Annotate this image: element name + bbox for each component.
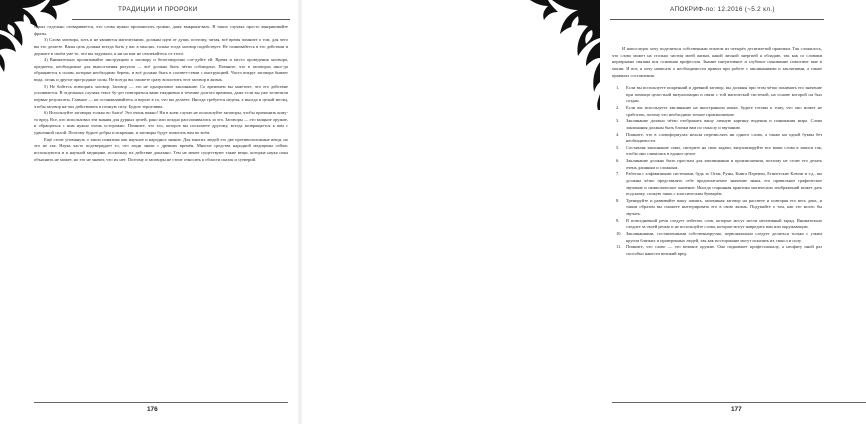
rule-number: 5. (616, 144, 620, 150)
rule-item (612, 218, 822, 231)
rule-text: Заклинание должно чётко отображать вашу личную картину видения и понимания мира. Слова заклинания должны быть близки вам по смыслу и звучанию. (626, 118, 822, 130)
left-paragraph: торых отдельно оговаривается, что слова нужно произносить громко, даже выкрики-вать. В таких случаях просто выкрикивайте фразы. (34, 24, 288, 36)
rule-number: 8. (616, 197, 620, 203)
rule-text: Тренируйте и развивайте вашу память, запоминая заговор на рассвете и повторяя его весь день, и таким образом вы сможете интегрировать его в свою жизнь. Подумайте о том, как это могло бы звучать. (626, 197, 822, 216)
rule-item (612, 145, 822, 158)
rule-text: В повседневной речи следует избегать слов, которые могут нести негативный заряд. Внимательно следите за своей речью и не используйте слова, которые могут навредить вам или окружающим. (626, 217, 822, 230)
rule-number: 7. (616, 171, 620, 177)
left-page (0, 0, 300, 424)
left-paragraph: 3) Слова заговора, хоть и не являются магическими, должны идти от души, поэтому, читая, всё время помните о том, для чего вы это делаете. Ваша цель должна всегда быть у вас в мыслях, только тогда заговор подействует. Не сомневайтесь в его действии и держите в своём уме то, что вы задумали, и ни на миг не отвлекайтесь от этого. (34, 37, 288, 56)
rule-number: 2. (616, 105, 620, 110)
ornament-top-right (522, 0, 600, 110)
left-paragraph: Ещё стоит упомянуть о таких понятиях как научное и народное знание. Для многих людей это две противоположные вещи, но это не так. Наука часто подтверждает то, что люди знали с древних времён. Многие средства народной медицины сейчас используются и в научной медицине, поскольку их действие доказано. Тем не менее существуют такие вещи, которые наука пока объяснить не может, но это не значит, что их нет. Поэтому и заговоры не стоит относить к области сказок и суеверий. (34, 136, 288, 162)
rule-item (612, 231, 822, 244)
rule-text: Помните, что в словоформулах нельзя перечислять ни одного слова, а также ни одной буквы без необходимости. (626, 131, 822, 144)
rules-list (612, 85, 822, 257)
rule-text: Работая с алфавитными системами, будь то Огам, Руны, Книга Перемен, Египетские Ключи и т.д., вы должны чётко представлять себе предполагаемое значение знака, его правильное графическое звучание и символическое значение. Иногда старинная практика магических изображений может дать подсказку, схожую лишь с классическим букварём. (626, 171, 822, 197)
rule-item (612, 171, 822, 198)
rule-text: Составляя заклинание сами, смотрите на свои задачи, визуализируйте все ваши слова в записи так, чтобы они сливались в единое целое. (626, 144, 822, 157)
rule-item (612, 105, 822, 118)
rule-item (612, 132, 822, 145)
footer-rule-left (34, 402, 288, 403)
rule-number: 1. (616, 85, 620, 91)
rule-text: Заклинаниями, составленными собственноручно, первоначально следует делиться только с узким кругом близких и проверенных людей, так как посторонние могут исказить их смысл и силу. (626, 230, 822, 243)
rule-number: 3. (616, 118, 620, 124)
rule-text: Помните, что слово — это великое оружие. Оно поднимает профессионалу, а неофиту иной раз способно нанести великий вред. (626, 244, 822, 256)
rule-item (612, 244, 822, 257)
header-rule-right (610, 19, 824, 20)
rule-text: Заклинание должно быть простым для запоминания и произношения, поэтому не стоит его делать очень длинным и сложным. (626, 158, 822, 170)
footer-rule-right (612, 402, 866, 403)
rule-item (612, 118, 822, 131)
rule-number: 9. (616, 217, 620, 223)
rule-item (612, 158, 822, 171)
header-rule-left (72, 19, 290, 20)
rule-text: Если вы используете заклинание на иностранном языке, будьте готовы к тому, что оно может не сработать, потому что необходимо точное произношение. (626, 105, 822, 117)
rule-number: 4. (616, 131, 620, 137)
right-page-body (612, 46, 822, 257)
running-header-left: ТРАДИЦИИ И ПРОРОКИ (118, 6, 198, 13)
rule-item (612, 85, 822, 105)
right-intro-paragraph: И напоследок хочу поделиться собственным опытом из четырёх десятилетий практики. Так сложилось, что слово может на столько частиц моей жизни, какой личной энергией я обладаю, так как со словами неразрывно связана вся основная профессия. Знание интуитивное и глубокое понимание помогают мне в магии. И вот, я хочу написать о необходимости правил при работе с заклинаниями и заклятиями, а также правилах составления. (612, 46, 822, 78)
left-paragraph: 5) Не бойтесь повторять заговор. Заговор — это не одноразовое заклинание. Со временем вы заметите, что его действие усиливается. В отдельных случаях текст бу-дет повторяться вами ежедневно в течение долгого времени, даже если вы уже за-метили первые результаты. Главное — не останавливайтесь и верьте в то, что вы делаете. Иногда требуется неделя, а иногда и целый месяц, чтобы заговор на-чал действовать в полную силу. Будьте терпеливы. (34, 83, 288, 109)
page-number-left: 176 (147, 406, 158, 413)
left-page-body (34, 24, 288, 163)
left-paragraph: 6) Используйте заговоры только во благо! Это очень важно! Ни в коем случае не используйте заговоры, чтобы причинить кому-то вред. Все, кто использовал эти знания для дурных целей, рано или поздно расплачивались за это. Заговоры — это мощное оружие, и обращаться с ним нужно очень осторожно. Помните, что зло, которое вы посылаете другому, всегда возвращается к вам с удвоенной силой. Поэтому будьте добры и искренни, и заговоры будут помогать вам во всём. (34, 110, 288, 135)
rule-number: 6. (616, 158, 620, 163)
rule-text: Если вы используете искренний и древний заговор, вы должны при этом чётко понимать его значение при помощи целостной визуализации и связи с той магической системой, на основе которой он был создан. (626, 85, 822, 104)
rule-number: 11. (616, 244, 622, 250)
rule-item (612, 198, 822, 218)
rule-number: 10. (616, 230, 622, 236)
page-number-right: 177 (731, 406, 742, 413)
running-header-right: АПОКРИФ-по: 12.2016 (~5.2 кл.) (670, 6, 775, 13)
left-paragraph: 4) Внимательно прочитывайте инструкцию к заговору и безоговорочно сле-дуйте ей. Время и место проведения заговора, предметы, необходимые для выпол-нения ритуала — всё должно быть чётко соблюдено. Помните, что в заговорах иног-да обращаются к силам, которые необходимо беречь, и всё должно быть в соответ-ствии с инструкцией. Часто вокруг заговора бывает вода, огонь и другие при-родные силы. Не всегда вы сможете сразу воплотить этот заговор в жизнь. (34, 57, 288, 82)
